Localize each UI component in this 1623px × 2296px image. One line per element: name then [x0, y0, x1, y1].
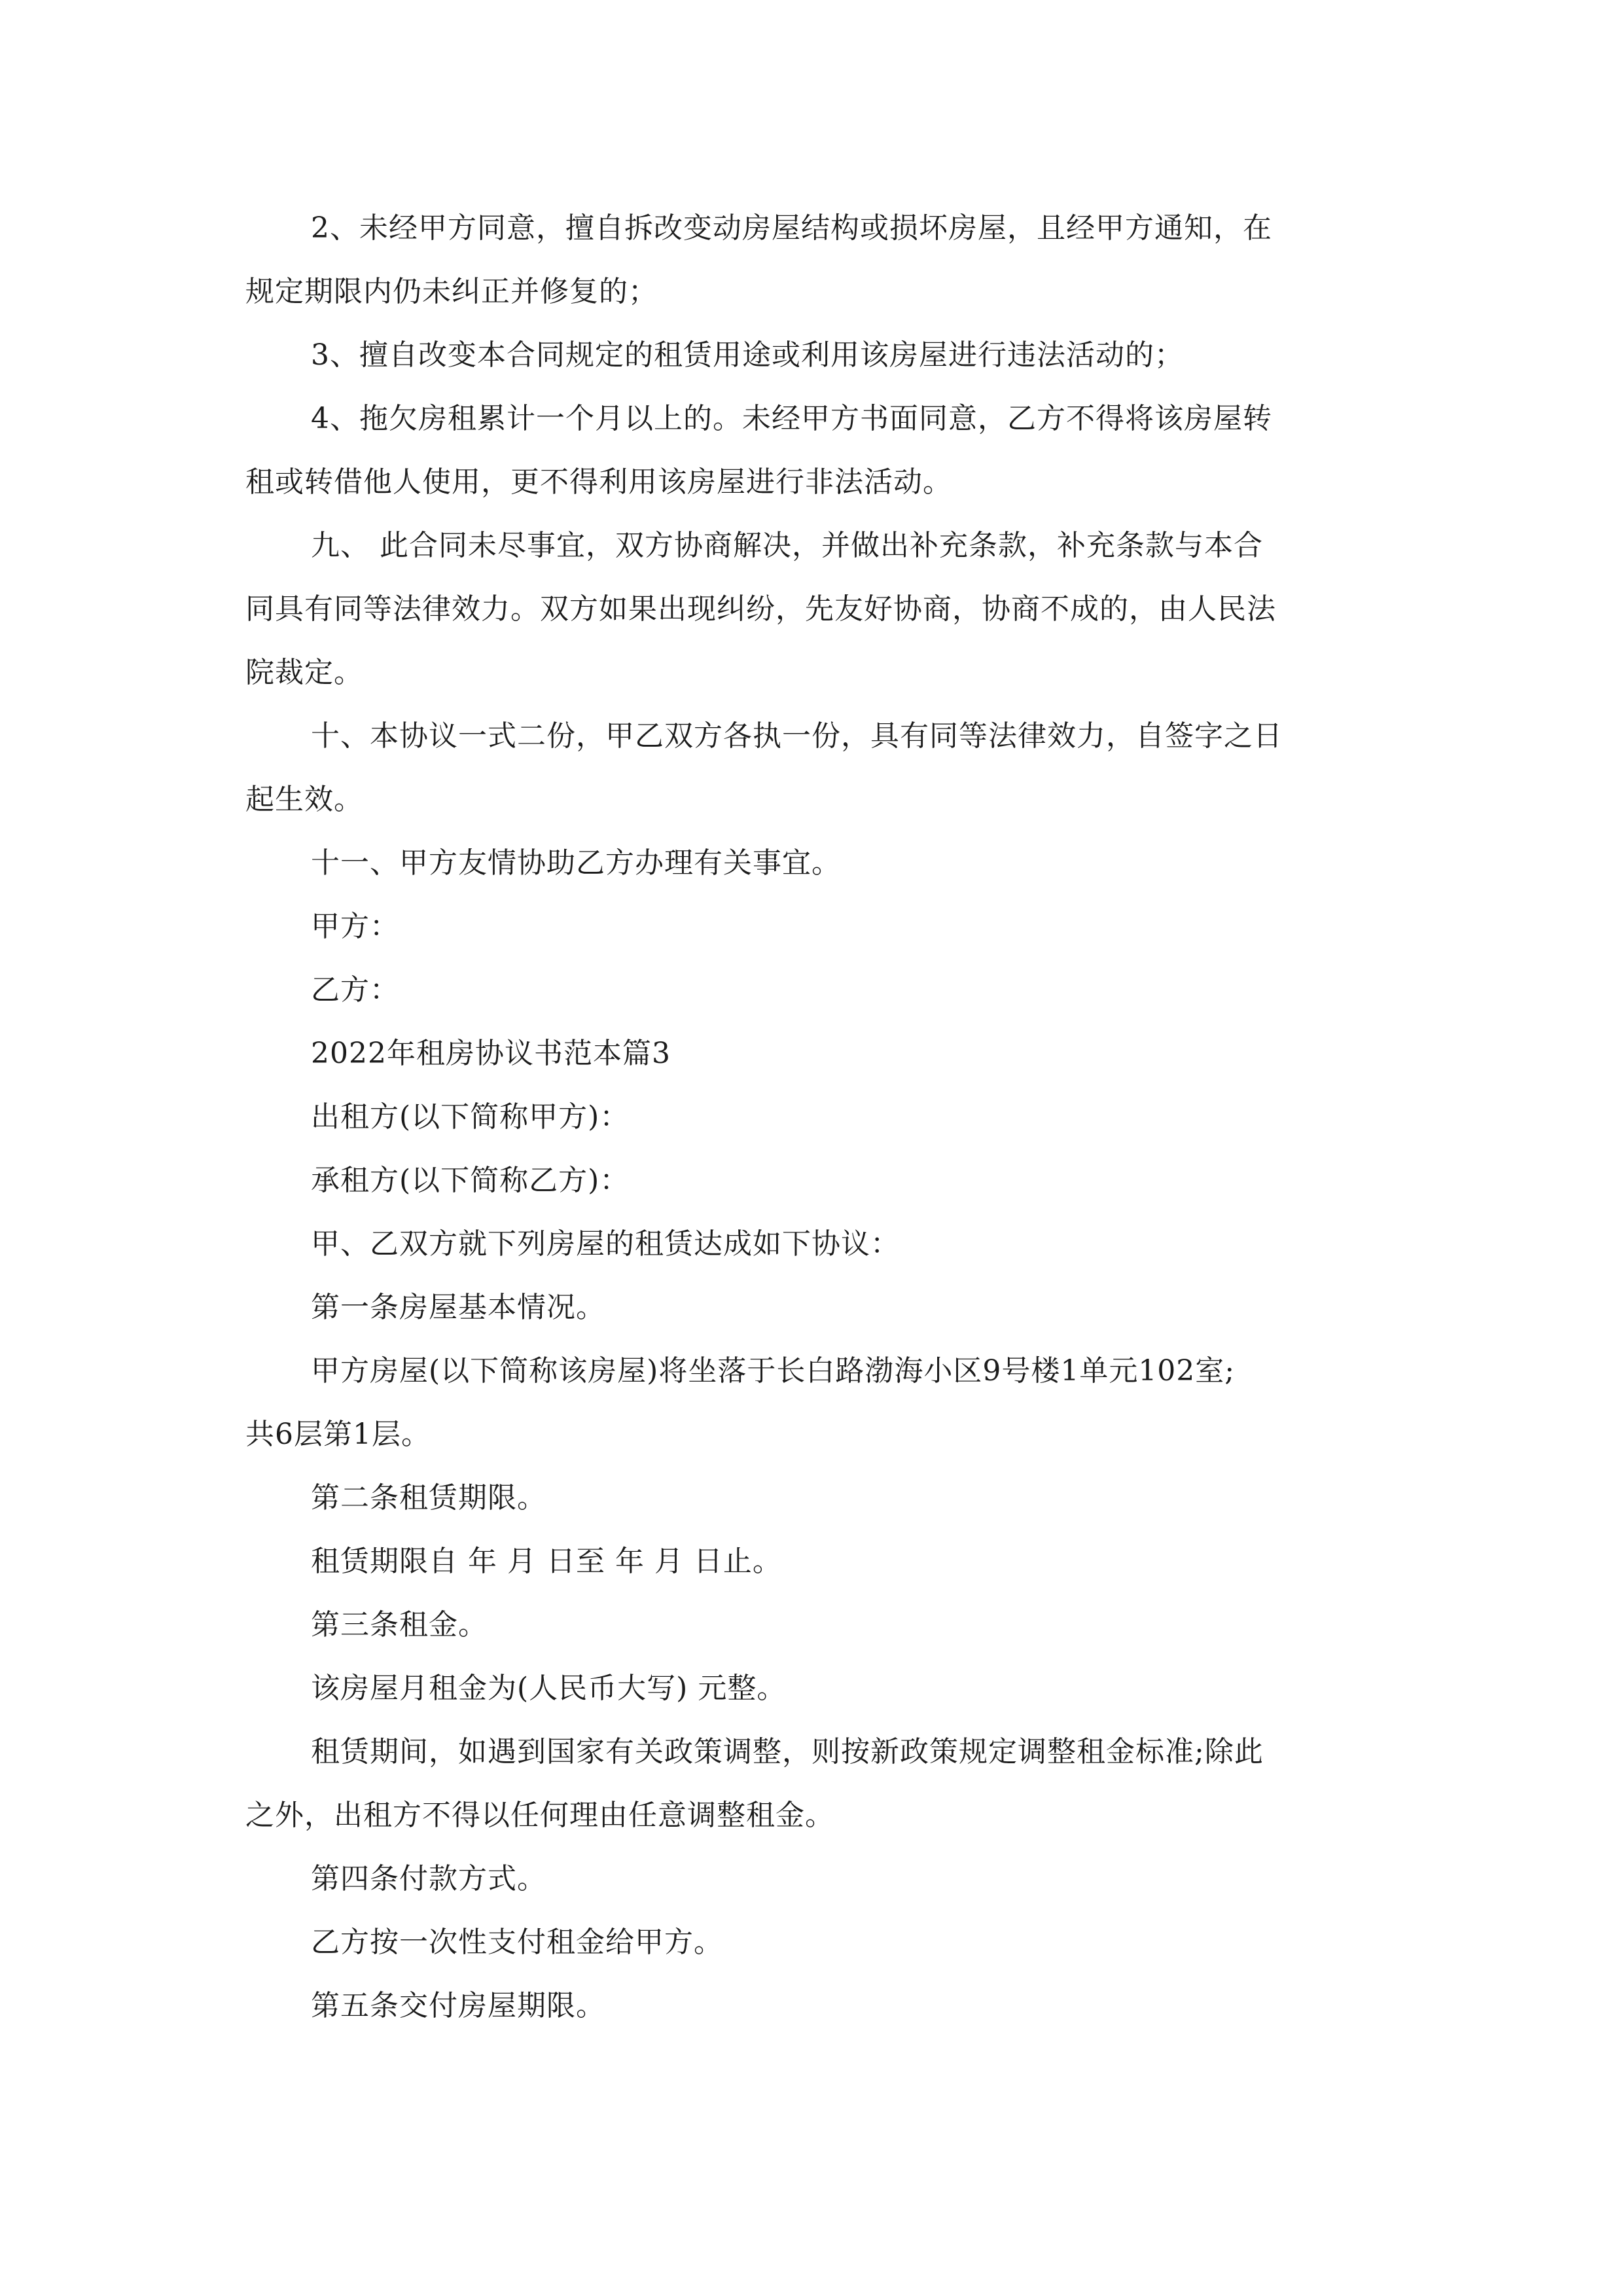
text-line: 院裁定。 [245, 656, 363, 689]
paragraph [245, 831, 1378, 895]
text-line: 该房屋月租金为(人民币大写) 元整。 [311, 1672, 787, 1705]
text-line: 出租方(以下简称甲方)： [311, 1100, 630, 1134]
paragraph [245, 1657, 1378, 1720]
paragraph [245, 1149, 1378, 1212]
paragraph [245, 1022, 1378, 1085]
document-body [245, 196, 1378, 2037]
paragraph [245, 1593, 1378, 1657]
paragraph [245, 1530, 1378, 1593]
text-line: 甲方房屋(以下简称该房屋)将坐落于长白路渤海小区9号楼1单元102室; [311, 1354, 1236, 1388]
text-line: 同具有同等法律效力。双方如果出现纠纷，先友好协商，协商不成的，由人民法 [245, 592, 1276, 626]
paragraph [245, 1212, 1378, 1276]
paragraph [245, 1720, 1378, 1847]
paragraph [245, 958, 1378, 1022]
paragraph [245, 323, 1378, 387]
paragraph [245, 196, 1378, 323]
text-line: 第五条交付房屋期限。 [311, 1989, 605, 2022]
paragraph [245, 1276, 1378, 1339]
text-line: 租赁期间，如遇到国家有关政策调整，则按新政策规定调整租金标准;除此 [311, 1735, 1264, 1768]
paragraph [245, 514, 1378, 704]
text-line: 甲方： [311, 910, 399, 943]
text-line: 甲、乙双方就下列房屋的租赁达成如下协议： [311, 1227, 900, 1261]
paragraph [245, 895, 1378, 958]
paragraph [245, 1085, 1378, 1149]
text-line: 3、擅自改变本合同规定的租赁用途或利用该房屋进行违法活动的； [311, 338, 1184, 372]
paragraph [245, 704, 1378, 831]
text-line: 承租方(以下简称乙方)： [311, 1164, 630, 1197]
text-line: 2、未经甲方同意，擅自拆改变动房屋结构或损坏房屋，且经甲方通知，在 [311, 211, 1272, 245]
text-line: 租赁期限自 年 月 日至 年 月 日止。 [311, 1545, 782, 1578]
paragraph [245, 1910, 1378, 1974]
text-line: 第一条房屋基本情况。 [311, 1291, 605, 1324]
text-line: 乙方按一次性支付租金给甲方。 [311, 1926, 723, 1959]
paragraph [245, 1339, 1378, 1466]
paragraph [245, 1466, 1378, 1530]
text-line: 规定期限内仍未纠正并修复的； [245, 275, 658, 308]
text-line: 十、本协议一式二份，甲乙双方各执一份，具有同等法律效力，自签字之日 [311, 719, 1283, 753]
text-line: 2022年租房协议书范本篇3 [311, 1037, 671, 1070]
text-line: 第二条租赁期限。 [311, 1481, 546, 1515]
text-line: 十一、甲方友情协助乙方办理有关事宜。 [311, 846, 841, 880]
paragraph [245, 387, 1378, 514]
text-line: 九、 此合同未尽事宜，双方协商解决，并做出补充条款，补充条款与本合 [311, 529, 1263, 562]
text-line: 之外，出租方不得以任何理由任意调整租金。 [245, 1799, 834, 1832]
text-line: 乙方： [311, 973, 399, 1007]
paragraph [245, 1974, 1378, 2037]
text-line: 4、拖欠房租累计一个月以上的。未经甲方书面同意，乙方不得将该房屋转 [311, 402, 1272, 435]
text-line: 第四条付款方式。 [311, 1862, 546, 1895]
paragraph [245, 1847, 1378, 1910]
text-line: 第三条租金。 [311, 1608, 488, 1641]
text-line: 租或转借他人使用，更不得利用该房屋进行非法活动。 [245, 465, 952, 499]
text-line: 共6层第1层。 [245, 1418, 431, 1451]
text-line: 起生效。 [245, 783, 363, 816]
